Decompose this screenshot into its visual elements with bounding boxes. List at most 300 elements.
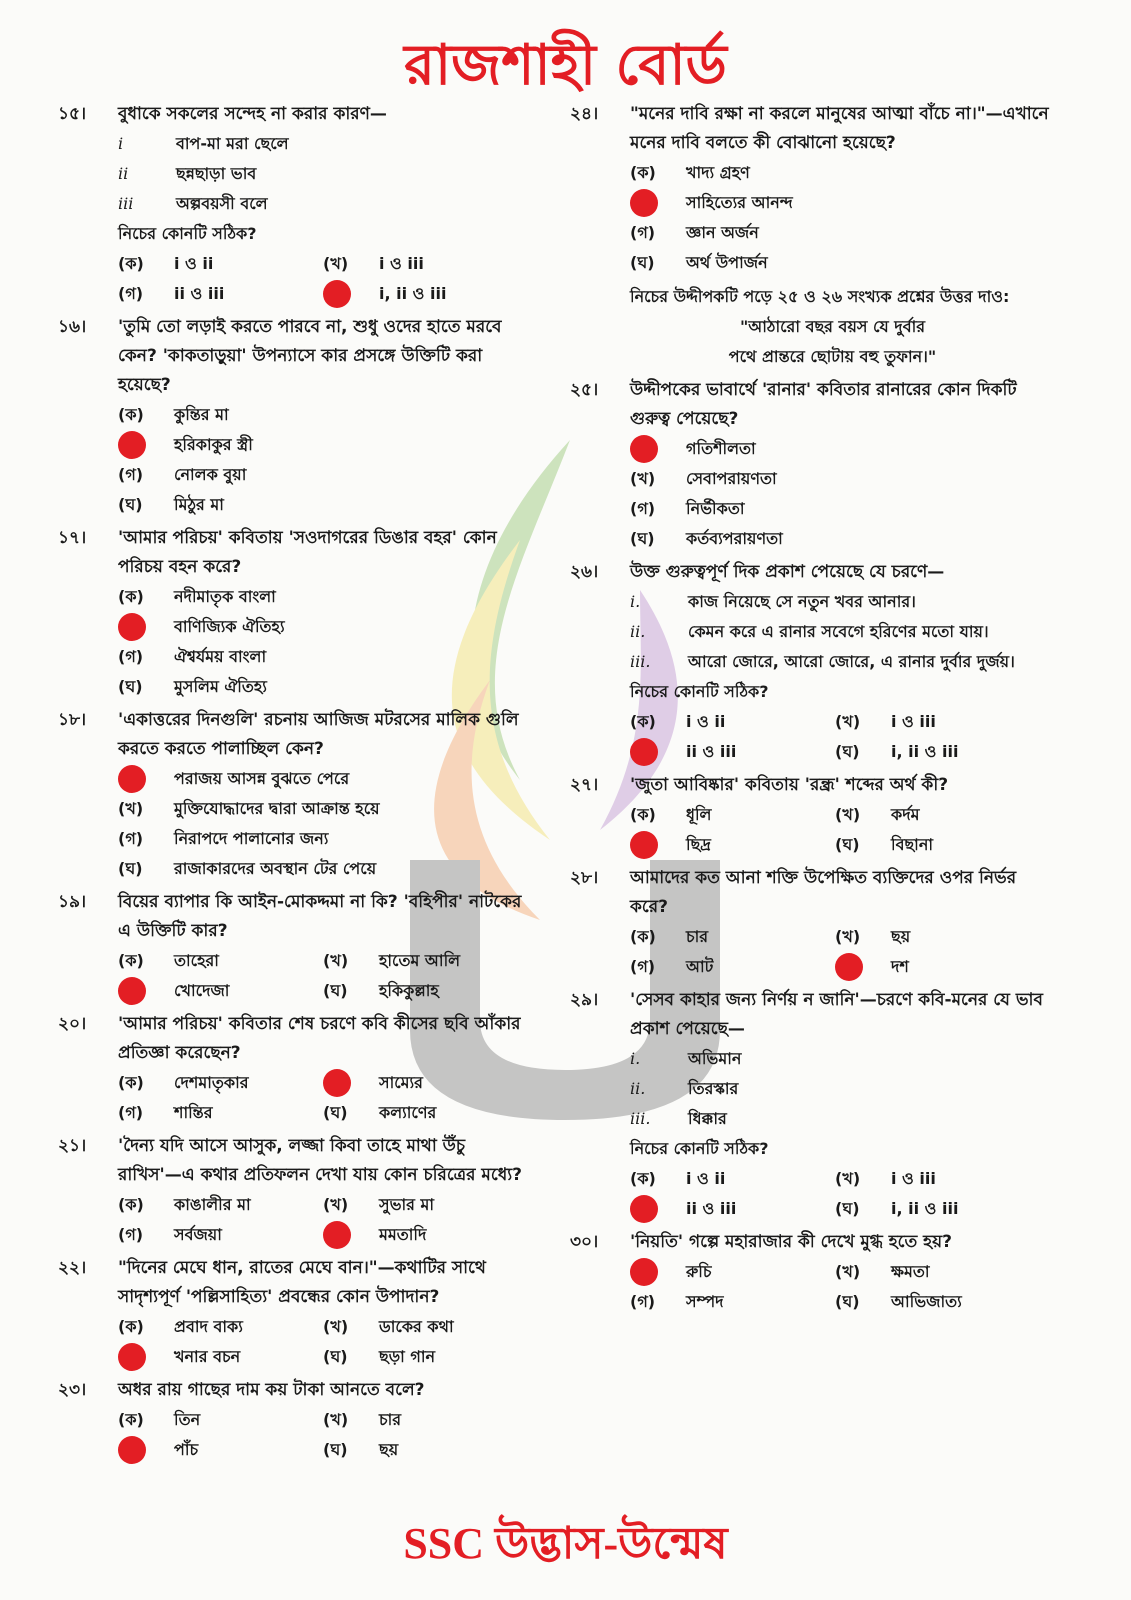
question-block	[58, 1132, 528, 1250]
answer-option[interactable]	[630, 434, 1055, 464]
question-number: ২৩।	[58, 1380, 87, 1400]
option-label: (ঘ)	[323, 1102, 348, 1122]
statement	[630, 1074, 1055, 1104]
option-text: i ও ii	[686, 1168, 726, 1188]
statement-numeral: iii.	[630, 1109, 651, 1128]
option-label: (ঘ)	[118, 858, 143, 878]
question-text: 'নিয়তি' গল্পে মহারাজার কী দেখে মুগ্ধ হতে হয়?	[630, 1232, 952, 1252]
option-label: (খ)	[835, 1168, 861, 1188]
question-block	[58, 888, 528, 1006]
question-text: 'আমার পরিচয়' কবিতায় 'সওদাগরের ডিঙার বহর' কোন পরিচয় বহন করে?	[118, 528, 497, 577]
answer-option[interactable]	[630, 248, 1055, 278]
option-text: বিছানা	[891, 834, 934, 854]
answer-option[interactable]	[118, 582, 528, 612]
question-number: ২৮।	[570, 868, 599, 888]
question-text: 'তুমি তো লড়াই করতে পারবে না, শুধু ওদের হাতে মরবে কেন? 'কাকতাড়ুয়া' উপন্যাসে কার প্রসঙ্গে উক্তিটি করা হয়েছে?	[118, 317, 502, 395]
statement-text: বাপ-মা মরা ছেলে	[176, 134, 289, 153]
question-block	[58, 524, 528, 702]
option-text: ক্ষমতা	[891, 1261, 930, 1281]
statement-text: ছন্নছাড়া ভাব	[176, 164, 257, 183]
option-text: দশ	[891, 956, 909, 976]
option-label: (খ)	[118, 798, 144, 818]
answer-option[interactable]	[630, 158, 1055, 188]
question-block	[58, 706, 528, 884]
options-grid	[118, 249, 528, 309]
question-text: 'দৈন্য যদি আসে আসুক, লজ্জা কিবা তাহে মাথা উঁচু রাখিস'—এ কথার প্রতিফলন দেখা যায় কোন চরিত্রের মধ্যে?	[118, 1136, 523, 1185]
answer-marker-icon	[630, 435, 658, 463]
option-text: ছড়া গান	[379, 1346, 436, 1366]
option-label: (গ)	[118, 1224, 144, 1244]
statement-list	[118, 129, 528, 219]
answer-option[interactable]	[835, 1194, 1055, 1224]
option-label: (গ)	[118, 828, 144, 848]
option-text: পাঁচ	[174, 1439, 199, 1459]
option-text: খনার বচন	[174, 1346, 241, 1366]
statement	[630, 1104, 1055, 1134]
statement-text: তিরস্কার	[688, 1079, 739, 1098]
option-text: i ও iii	[379, 253, 424, 273]
answer-option[interactable]	[118, 279, 323, 309]
options-grid	[630, 922, 1055, 982]
option-label: (গ)	[630, 222, 656, 242]
option-text: চার	[379, 1409, 402, 1429]
option-text: তাহেরা	[174, 950, 219, 970]
question-number: ১৮।	[58, 710, 87, 730]
answer-option[interactable]	[630, 1194, 835, 1224]
option-label: (গ)	[630, 956, 656, 976]
question-row	[58, 1376, 528, 1405]
option-text: ছিদ্র	[686, 834, 711, 854]
question-text: 'আমার পরিচয়' কবিতার শেষ চরণে কবি কীসের ছবি আঁকার প্রতিজ্ঞা করেছেন?	[118, 1014, 521, 1063]
question-text: অধর রায় গাছের দাম কয় টাকা আনতে বলে?	[118, 1380, 425, 1400]
answer-option[interactable]	[118, 1190, 323, 1220]
question-text: 'সেসব কাহার জন্য নির্ণয় ন জানি'—চরণে কবি-মনের যে ভাব প্রকাশ পেয়েছে—	[630, 990, 1043, 1039]
answer-option[interactable]	[323, 1435, 528, 1465]
answer-option[interactable]	[323, 1312, 528, 1342]
statement-numeral: ii.	[630, 622, 646, 641]
answer-option[interactable]	[118, 1435, 323, 1465]
question-number: ৩০।	[570, 1232, 599, 1252]
answer-option[interactable]	[118, 794, 528, 824]
statement-numeral: iii.	[630, 652, 651, 671]
option-label: (ঘ)	[630, 252, 655, 272]
statement-numeral: iii	[118, 194, 134, 213]
which-correct-prompt: নিচের কোনটি সঠিক?	[630, 1139, 769, 1158]
question-block	[58, 100, 528, 309]
option-text: i ও ii	[686, 711, 726, 731]
option-label: (ক)	[630, 804, 656, 824]
option-text: নির্ভীকতা	[686, 498, 745, 518]
option-label: (ঘ)	[323, 980, 348, 1000]
option-text: মুক্তিযোদ্ধাদের দ্বারা আক্রান্ত হয়ে	[174, 798, 380, 818]
question-text: উক্ত গুরুত্বপূর্ণ দিক প্রকাশ পেয়েছে যে চরণে—	[630, 562, 945, 582]
answer-option[interactable]	[118, 976, 323, 1006]
question-text: বিয়ের ব্যাপার কি আইন-মোকদ্দমা না কি? 'বহিপীর' নাটকের এ উক্তিটি কার?	[118, 892, 522, 941]
option-label: (ক)	[630, 926, 656, 946]
answer-option[interactable]	[118, 1098, 323, 1128]
option-label: (গ)	[118, 646, 144, 666]
stimulus-line: "আঠারো বছর বয়স যে দুর্বার	[739, 317, 926, 336]
answer-marker-icon	[630, 738, 658, 766]
answer-option[interactable]	[323, 1068, 528, 1098]
question-block	[570, 986, 1055, 1224]
option-label: (ঘ)	[835, 1198, 860, 1218]
option-text: i, ii ও iii	[379, 283, 447, 303]
answer-option[interactable]	[835, 707, 1055, 737]
option-text: ঐশ্বর্যময় বাংলা	[174, 646, 267, 666]
question-row	[58, 1132, 528, 1190]
option-label: (ক)	[630, 162, 656, 182]
option-label: (ক)	[630, 1168, 656, 1188]
answer-option[interactable]	[630, 218, 1055, 248]
option-text: কল্যাণের	[379, 1102, 437, 1122]
answer-marker-icon	[323, 280, 351, 308]
question-number: ২১।	[58, 1136, 87, 1156]
answer-option[interactable]	[835, 1257, 1055, 1287]
answer-option[interactable]	[323, 946, 528, 976]
answer-option[interactable]	[118, 1220, 323, 1250]
option-label: (খ)	[323, 950, 349, 970]
question-row	[58, 100, 528, 129]
option-label: (ঘ)	[118, 676, 143, 696]
answer-option[interactable]	[118, 460, 528, 490]
option-label: (ক)	[118, 586, 144, 606]
statement-numeral: ii	[118, 164, 129, 183]
option-label: (ঘ)	[835, 834, 860, 854]
question-block	[58, 1376, 528, 1465]
question-number: ১৫।	[58, 104, 87, 124]
question-row	[58, 524, 528, 582]
option-label: (ঘ)	[323, 1346, 348, 1366]
question-row	[58, 1254, 528, 1312]
option-text: সেবাপরায়ণতা	[686, 468, 777, 488]
question-number: ২৫।	[570, 380, 599, 400]
answer-marker-icon	[118, 765, 146, 793]
answer-option[interactable]	[118, 672, 528, 702]
option-text: আভিজাত্য	[891, 1291, 962, 1311]
option-text: প্রবাদ বাক্য	[174, 1316, 243, 1336]
answer-option[interactable]	[630, 464, 1055, 494]
answer-marker-icon	[835, 953, 863, 981]
option-text: অর্থ উপার্জন	[686, 252, 768, 272]
question-block	[570, 864, 1055, 982]
answer-marker-icon	[118, 613, 146, 641]
option-label: (ক)	[118, 1409, 144, 1429]
answer-option[interactable]	[630, 188, 1055, 218]
statement	[630, 617, 1055, 647]
question-block	[58, 1010, 528, 1128]
option-label: (খ)	[835, 926, 861, 946]
statement	[630, 1044, 1055, 1074]
options-grid	[118, 1068, 528, 1128]
question-row	[570, 986, 1055, 1044]
answer-option[interactable]	[118, 430, 528, 460]
question-number: ১৯।	[58, 892, 87, 912]
option-label: (খ)	[835, 711, 861, 731]
option-text: মমতাদি	[379, 1224, 427, 1244]
answer-option[interactable]	[835, 952, 1055, 982]
question-text: "মনের দাবি রক্ষা না করলে মানুষের আত্মা বাঁচে না।"—এখানে মনের দাবি বলতে কী বোঝানো হয়েছে?	[630, 104, 1049, 153]
options-grid	[118, 764, 528, 884]
question-text: 'জুতা আবিষ্কার' কবিতায় 'রন্ধ্র' শব্দের অর্থ কী?	[630, 775, 949, 795]
question-number: ২৭।	[570, 775, 599, 795]
answer-option[interactable]	[323, 249, 528, 279]
answer-marker-icon	[630, 1258, 658, 1286]
right-column	[570, 100, 1055, 1321]
option-label: (ক)	[118, 1316, 144, 1336]
option-text: i, ii ও iii	[891, 1198, 959, 1218]
option-label: (খ)	[323, 1316, 349, 1336]
option-text: আট	[686, 956, 714, 976]
answer-option[interactable]	[118, 1342, 323, 1372]
question-block	[58, 1254, 528, 1372]
answer-option[interactable]	[118, 1405, 323, 1435]
question-number: ২৯।	[570, 990, 599, 1010]
option-text: মুসলিম ঐতিহ্য	[174, 676, 267, 696]
stimulus-intro: নিচের উদ্দীপকটি পড়ে ২৫ ও ২৬ সংখ্যক প্রশ্নের উত্তর দাও:	[630, 287, 1010, 306]
option-text: কর্দম	[891, 804, 920, 824]
answer-option[interactable]	[835, 737, 1055, 767]
option-label: (খ)	[835, 804, 861, 824]
page-title: রাজশাহী বোর্ড	[404, 32, 727, 98]
option-label: (খ)	[323, 253, 349, 273]
statement-text: অভিমান	[688, 1049, 742, 1068]
stimulus-line: পথে প্রান্তরে ছোটায় বহু তুফান।"	[728, 347, 937, 366]
answer-option[interactable]	[118, 824, 528, 854]
option-label: (গ)	[630, 1291, 656, 1311]
statement-list	[630, 587, 1055, 677]
options-grid	[630, 158, 1055, 278]
options-grid	[630, 800, 1055, 860]
statement	[118, 159, 528, 189]
question-number: ২৪।	[570, 104, 599, 124]
answer-option[interactable]	[630, 1164, 835, 1194]
statement-numeral: i.	[630, 1049, 641, 1068]
option-label: (গ)	[630, 498, 656, 518]
answer-option[interactable]	[835, 1164, 1055, 1194]
question-row	[58, 888, 528, 946]
answer-marker-icon	[630, 1195, 658, 1223]
option-text: i ও iii	[891, 1168, 936, 1188]
option-text: রাজাকারদের অবস্থান টের পেয়ে	[174, 858, 377, 878]
statement-text: আরো জোরে, আরো জোরে, এ রানার দুর্বার দুর্জয়।	[688, 652, 1015, 671]
question-block	[570, 1228, 1055, 1317]
statement-text: কাজ নিয়েছে সে নতুন খবর আনার।	[688, 592, 916, 611]
answer-option[interactable]	[118, 1312, 323, 1342]
option-text: পরাজয় আসন্ন বুঝতে পেরে	[174, 768, 350, 788]
left-column	[58, 100, 528, 1469]
option-text: হকিকুল্লাহ	[379, 980, 439, 1000]
option-text: হরিকাকুর স্ত্রী	[174, 434, 253, 454]
question-number: ২৬।	[570, 562, 599, 582]
option-text: i ও ii	[174, 253, 214, 273]
statement	[118, 129, 528, 159]
option-text: ii ও iii	[174, 283, 225, 303]
option-text: সুভার মা	[379, 1194, 435, 1214]
option-text: তিন	[174, 1409, 201, 1429]
question-row	[570, 771, 1055, 800]
answer-option[interactable]	[323, 279, 528, 309]
answer-option[interactable]	[835, 922, 1055, 952]
answer-marker-icon	[118, 1343, 146, 1371]
options-grid	[630, 434, 1055, 554]
option-label: (ক)	[118, 1072, 144, 1092]
question-row	[58, 313, 528, 400]
question-text: উদ্দীপকের ভাবার্থে 'রানার' কবিতার রানারের কোন দিকটি গুরুত্ব পেয়েছে?	[630, 380, 1017, 429]
option-text: ছয়	[379, 1439, 399, 1459]
answer-option[interactable]	[630, 800, 835, 830]
option-text: খোদেজা	[174, 980, 230, 1000]
question-row	[570, 1228, 1055, 1257]
statement-numeral: i	[118, 134, 124, 153]
answer-option[interactable]	[630, 830, 835, 860]
option-text: ধূলি	[686, 804, 712, 824]
answer-option[interactable]	[630, 707, 835, 737]
option-text: i ও iii	[891, 711, 936, 731]
option-text: হাতেম আলি	[379, 950, 461, 970]
option-text: নিরাপদে পালানোর জন্য	[174, 828, 329, 848]
answer-marker-icon	[630, 831, 658, 859]
answer-marker-icon	[118, 1436, 146, 1464]
option-label: (ঘ)	[118, 494, 143, 514]
statement-text: কেমন করে এ রানার সবেগে হরিণের মতো যায়।	[688, 622, 989, 641]
answer-option[interactable]	[630, 737, 835, 767]
answer-option[interactable]	[118, 642, 528, 672]
answer-option[interactable]	[118, 249, 323, 279]
question-block	[570, 558, 1055, 767]
option-text: খাদ্য গ্রহণ	[686, 162, 750, 182]
question-row	[58, 1010, 528, 1068]
answer-option[interactable]	[118, 1068, 323, 1098]
option-label: (ক)	[118, 404, 144, 424]
answer-option[interactable]	[630, 494, 1055, 524]
answer-option[interactable]	[118, 490, 528, 520]
stimulus-quote	[610, 312, 1055, 372]
answer-option[interactable]	[630, 952, 835, 982]
option-label: (গ)	[118, 1102, 144, 1122]
statement-list	[630, 1044, 1055, 1134]
option-text: বাণিজ্যিক ঐতিহ্য	[174, 616, 285, 636]
option-label: (খ)	[835, 1261, 861, 1281]
question-block	[570, 376, 1055, 554]
question-row	[58, 706, 528, 764]
option-label: (গ)	[118, 283, 144, 303]
options-grid	[118, 946, 528, 1006]
option-text: নদীমাতৃক বাংলা	[174, 586, 276, 606]
question-row	[570, 100, 1055, 158]
option-text: ডাকের কথা	[379, 1316, 454, 1336]
option-text: গতিশীলতা	[686, 438, 756, 458]
answer-option[interactable]	[630, 524, 1055, 554]
answer-option[interactable]	[323, 1098, 528, 1128]
options-grid	[118, 400, 528, 520]
answer-option[interactable]	[118, 854, 528, 884]
option-label: (খ)	[323, 1194, 349, 1214]
option-label: (ক)	[118, 253, 144, 273]
option-label: (গ)	[118, 464, 144, 484]
statement	[630, 647, 1055, 677]
option-text: শান্তির	[174, 1102, 213, 1122]
answer-option[interactable]	[118, 400, 528, 430]
option-text: সম্পদ	[686, 1291, 724, 1311]
options-grid	[630, 707, 1055, 767]
option-label: (ঘ)	[323, 1439, 348, 1459]
statement-numeral: i.	[630, 592, 641, 611]
option-text: দেশমাতৃকার	[174, 1072, 249, 1092]
options-grid	[630, 1164, 1055, 1224]
statement-numeral: ii.	[630, 1079, 646, 1098]
answer-marker-icon	[323, 1221, 351, 1249]
option-label: (ক)	[630, 711, 656, 731]
option-label: (ক)	[118, 950, 144, 970]
option-text: সর্বজয়া	[174, 1224, 222, 1244]
answer-option[interactable]	[630, 1257, 835, 1287]
answer-option[interactable]	[323, 1342, 528, 1372]
answer-option[interactable]	[118, 612, 528, 642]
option-text: ছয়	[891, 926, 911, 946]
which-correct-prompt: নিচের কোনটি সঠিক?	[118, 224, 257, 243]
answer-option[interactable]	[835, 1287, 1055, 1317]
statement-text: অল্পবয়সী বলে	[176, 194, 268, 213]
option-text: জ্ঞান অর্জন	[686, 222, 759, 242]
question-row	[570, 864, 1055, 922]
answer-marker-icon	[323, 1069, 351, 1097]
option-label: (ক)	[118, 1194, 144, 1214]
statement-text: ধিক্কার	[688, 1109, 727, 1128]
option-text: কুন্তির মা	[174, 404, 229, 424]
answer-option[interactable]	[118, 946, 323, 976]
answer-option[interactable]	[630, 922, 835, 952]
answer-option[interactable]	[323, 1220, 528, 1250]
answer-marker-icon	[630, 189, 658, 217]
question-block	[58, 313, 528, 520]
option-label: (ঘ)	[835, 741, 860, 761]
options-grid	[118, 1405, 528, 1465]
which-correct-prompt: নিচের কোনটি সঠিক?	[630, 682, 769, 701]
answer-option[interactable]	[118, 764, 528, 794]
option-text: i, ii ও iii	[891, 741, 959, 761]
option-text: সাম্যের	[379, 1072, 423, 1092]
question-block	[570, 771, 1055, 860]
answer-option[interactable]	[323, 1190, 528, 1220]
option-text: কাঙালীর মা	[174, 1194, 251, 1214]
answer-option[interactable]	[630, 1287, 835, 1317]
option-text: কর্তব্যপরায়ণতা	[686, 528, 783, 548]
option-text: মিঠুর মা	[174, 494, 224, 514]
answer-option[interactable]	[323, 976, 528, 1006]
question-text: "দিনের মেঘে ধান, রাতের মেঘে বান।"—কথাটির সাথে সাদৃশ্যপূর্ণ 'পল্লিসাহিত্য' প্রবন্ধের কোন উপাদান?	[118, 1258, 486, 1307]
option-label: (খ)	[630, 468, 656, 488]
answer-option[interactable]	[835, 800, 1055, 830]
option-text: সাহিত্যের আনন্দ	[686, 192, 793, 212]
question-row	[570, 376, 1055, 434]
options-grid	[118, 1312, 528, 1372]
answer-option[interactable]	[323, 1405, 528, 1435]
footer-title: SSC উদ্ভাস-উন্মেষ	[403, 1519, 728, 1568]
option-text: চার	[686, 926, 709, 946]
option-text: রুচি	[686, 1261, 712, 1281]
answer-option[interactable]	[835, 830, 1055, 860]
option-label: (ঘ)	[835, 1291, 860, 1311]
options-grid	[118, 1190, 528, 1250]
question-number: ২২।	[58, 1258, 87, 1278]
option-text: ii ও iii	[686, 1198, 737, 1218]
answer-marker-icon	[118, 431, 146, 459]
option-text: ii ও iii	[686, 741, 737, 761]
statement	[118, 189, 528, 219]
statement	[630, 587, 1055, 617]
question-text: 'একাত্তরের দিনগুলি' রচনায় আজিজ মটরসের মালিক গুলি করতে করতে পালাচ্ছিল কেন?	[118, 710, 519, 759]
